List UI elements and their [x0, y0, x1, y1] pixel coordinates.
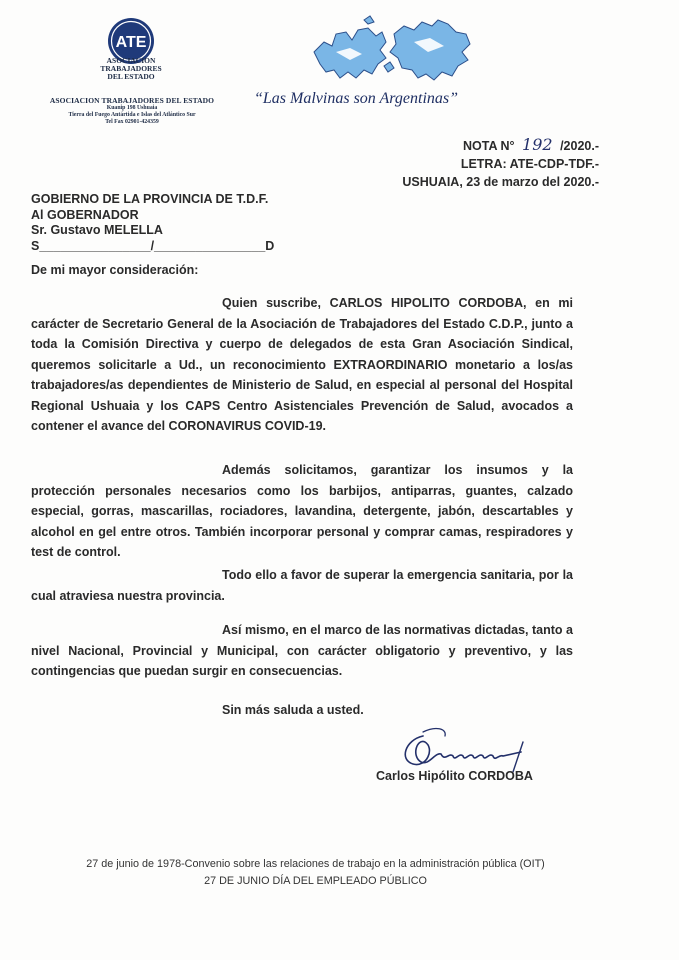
- organization-address: Kuanip 198 Ushuaia: [106, 105, 158, 111]
- nota-prefix: NOTA N°: [463, 139, 515, 153]
- letra-line: LETRA: ATE-CDP-TDF.-: [460, 157, 599, 171]
- logo-caption: [85, 57, 177, 81]
- motto: “Las Malvinas son Argentinas”: [254, 90, 459, 107]
- addressee-line: Sr. Gustavo MELELLA: [31, 223, 163, 237]
- logo-acronym: ATE: [115, 34, 147, 51]
- nota-suffix: /2020.-: [560, 139, 599, 153]
- body-paragraph: Quien suscribe, CARLOS HIPOLITO CORDOBA, en mi carácter de Secretario General de la Asociación de Trabajadores del Estado C.D.P., junto a toda la Comisión Directiva y cuerpo de delegados de esta Gran Asociación Sindical, queremos solicitarle a Ud., un reconocimiento EXTRAORDINARIO monetario a los/as trabajadores/as dependientes de Ministerio de Salud, en especial al personal del Hospital Regional Ushuaia y los CAPS Centro Asistenciales Prevención de Salud, avocados a contener el avance del CORONAVIRUS COVID-19.: [31, 296, 573, 433]
- malvinas-map-icon: [306, 12, 478, 90]
- place-date-line: USHUAIA, 23 de marzo del 2020.-: [402, 175, 599, 189]
- organization-block: [42, 96, 222, 126]
- addressee-line: GOBIERNO DE LA PROVINCIA DE T.D.F.: [31, 192, 269, 206]
- addressee-block: [31, 192, 274, 254]
- addressee-line: Al GOBERNADOR: [31, 207, 139, 222]
- closing-line: Sin más saluda a usted.: [222, 703, 364, 717]
- salutation: De mi mayor consideración:: [31, 263, 199, 277]
- addressee-line: S________________/________________D: [31, 238, 275, 253]
- organization-phone: Tel Fax 02901-424359: [105, 119, 159, 125]
- body-paragraph: Todo ello a favor de superar la emergencia sanitaria, por la cual atraviesa nuestra provincia.: [31, 568, 573, 603]
- nota-number-line: [402, 136, 599, 155]
- footer-line: 27 de junio de 1978-Convenio sobre las relaciones de trabajo en la administración pública (OIT): [86, 858, 545, 870]
- logo-caption-line: TRABAJADORES: [100, 64, 162, 73]
- footer-line: 27 DE JUNIO DÍA DEL EMPLEADO PÚBLICO: [204, 875, 427, 887]
- logo-caption-line: DEL ESTADO: [107, 72, 155, 81]
- logo-caption-line: ASOCIACION: [106, 56, 156, 65]
- organization-region: Tierra del Fuego Antártida e Islas del Atlántico Sur: [68, 112, 196, 118]
- signer-name: Carlos Hipólito CORDOBA: [376, 769, 533, 783]
- reference-block: [402, 136, 599, 191]
- footer: [0, 856, 631, 890]
- body-paragraph: Además solicitamos, garantizar los insumos y la protección personales necesarios como los barbijos, antiparras, guantes, calzado especial, gorras, mascarillas, rociadores, lavandina, detergente, jabón, descartables y alcohol en gel entre otros. También incorporar personal y comprar camas, respiradores y test de control.: [31, 463, 573, 559]
- body-paragraph: Así mismo, en el marco de las normativas dictadas, tanto a nivel Nacional, Provincial y Municipal, con carácter obligatorio y preventivo, y las contingencias que puedan surgir en consecuencias.: [31, 623, 573, 678]
- nota-handwritten-number: 192: [522, 135, 553, 154]
- organization-name: ASOCIACION TRABAJADORES DEL ESTADO: [49, 96, 215, 105]
